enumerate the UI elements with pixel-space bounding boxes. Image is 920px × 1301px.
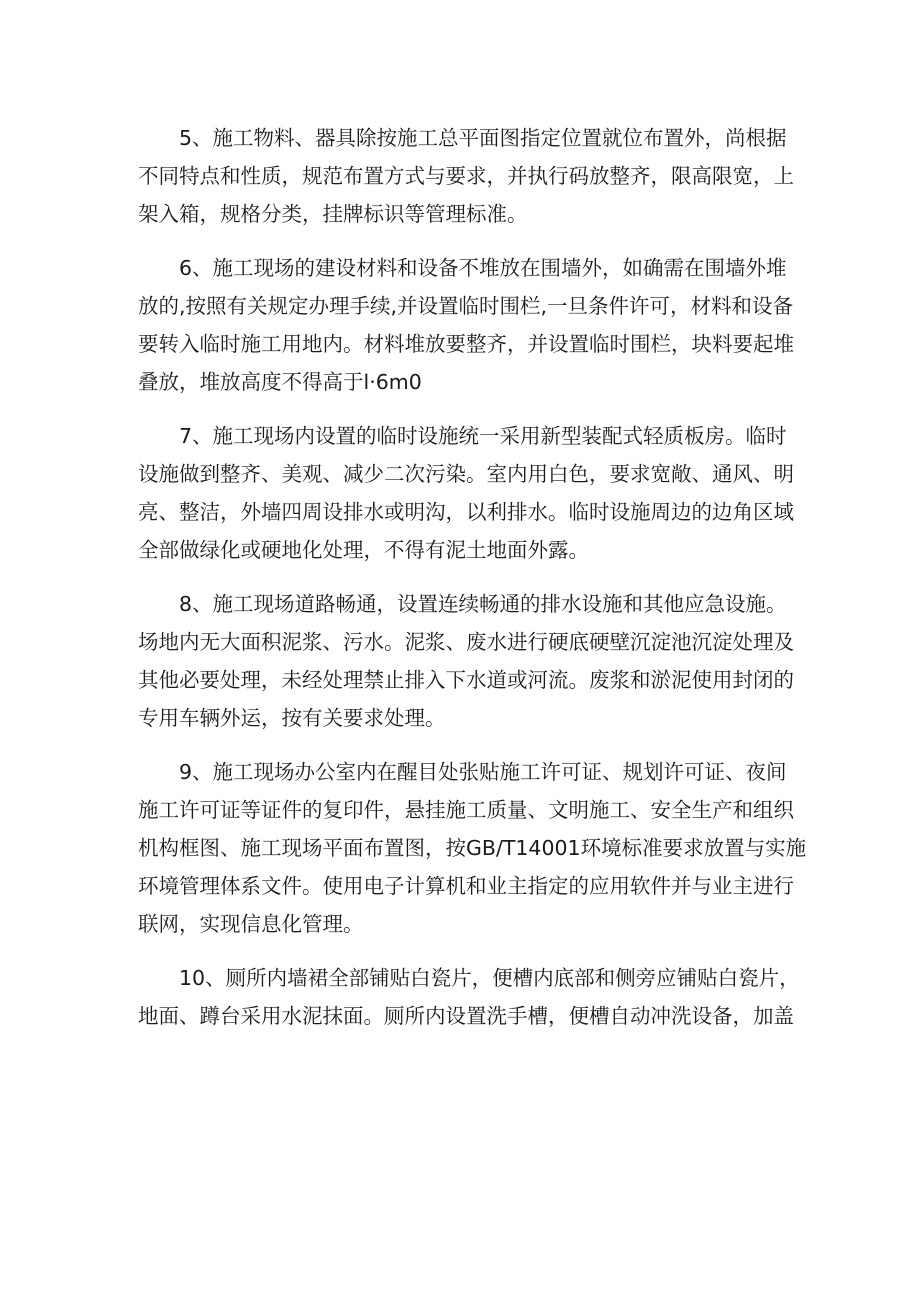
paragraph-line: 不同特点和性质，规范布置方式与要求，并执行码放整齐，限高限宽，上 — [138, 164, 794, 188]
paragraph-item-7 — [138, 417, 794, 569]
paragraph-line: 专用车辆外运，按有关要求处理。 — [138, 706, 446, 730]
paragraph-line: 7、施工现场内设置的临时设施统一采用新型装配式轻质板房。临时 — [179, 424, 787, 448]
paragraph-item-9 — [138, 753, 807, 943]
document-body — [138, 119, 807, 1035]
paragraph-line: 设施做到整齐、美观、减少二次污染。室内用白色，要求宽敞、通风、明 — [138, 462, 794, 486]
paragraph-line: 6、施工现场的建设材料和设备不堆放在围墙外，如确需在围墙外堆 — [179, 256, 787, 280]
paragraph-line: 要转入临时施工用地内。材料堆放要整齐，并设置临时围栏，块料要起堆 — [138, 332, 794, 356]
paragraph-item-6 — [138, 249, 794, 401]
paragraph-line: 场地内无大面积泥浆、污水。泥浆、废水进行硬底硬壁沉淀池沉淀处理及 — [138, 630, 794, 654]
paragraph-line: 联网，实现信息化管理。 — [138, 912, 364, 936]
paragraph-line: 其他必要处理，未经处理禁止排入下水道或河流。废浆和淤泥使用封闭的 — [138, 668, 794, 692]
paragraph-line: 全部做绿化或硬地化处理，不得有泥土地面外露。 — [138, 538, 589, 562]
paragraph-line: 8、施工现场道路畅通，设置连续畅通的排水设施和其他应急设施。 — [179, 592, 787, 616]
paragraph-line: 环境管理体系文件。使用电子计算机和业主指定的应用软件并与业主进行 — [138, 874, 794, 898]
paragraph-line: 叠放，堆放高度不得高于l·6m0 — [138, 370, 422, 394]
paragraph-line: 地面、蹲台采用水泥抹面。厕所内设置洗手槽，便槽自动冲洗设备，加盖 — [138, 1004, 794, 1028]
paragraph-line: 架入箱，规格分类，挂牌标识等管理标准。 — [138, 202, 528, 226]
paragraph-line: 施工许可证等证件的复印件，悬挂施工质量、文明施工、安全生产和组织 — [138, 798, 794, 822]
paragraph-line: 放的,按照有关规定办理手续,并设置临时围栏,一旦条件许可，材料和设备 — [138, 294, 794, 318]
paragraph-line: 机构框图、施工现场平面布置图，按GB/T14001环境标准要求放置与实施 — [138, 836, 807, 860]
paragraph-item-10 — [138, 959, 800, 1035]
paragraph-item-8 — [138, 585, 794, 737]
paragraph-line: 5、施工物料、器具除按施工总平面图指定位置就位布置外，尚根据 — [179, 126, 787, 150]
paragraph-line: 亮、整洁，外墙四周设排水或明沟，以利排水。临时设施周边的边角区域 — [138, 500, 794, 524]
paragraph-line: 9、施工现场办公室内在醒目处张贴施工许可证、规划许可证、夜间 — [179, 760, 787, 784]
paragraph-line: 10、厕所内墙裙全部铺贴白瓷片，便槽内底部和侧旁应铺贴白瓷片， — [179, 966, 800, 990]
paragraph-item-5 — [138, 119, 794, 233]
